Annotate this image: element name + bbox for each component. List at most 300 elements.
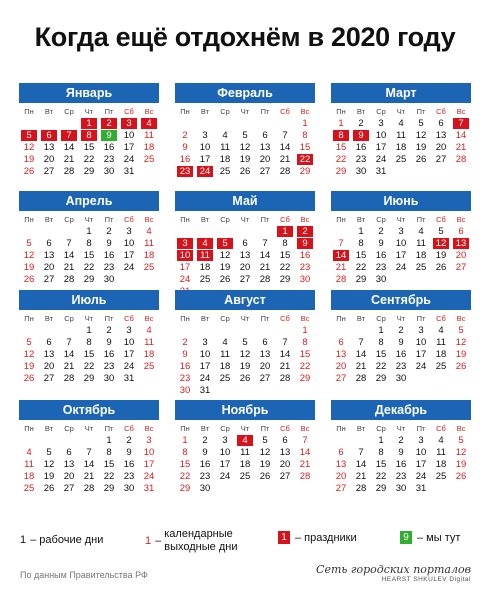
- calendar-day: 23: [103, 361, 115, 372]
- calendar-day: 18: [395, 142, 407, 153]
- weekday-header: [19, 423, 159, 435]
- calendar-day: 21: [355, 361, 367, 372]
- calendar-day: 5: [242, 130, 248, 141]
- calendar-week: [175, 385, 315, 397]
- calendar-week: [175, 118, 315, 130]
- calendar-day: 27: [239, 274, 251, 285]
- calendar-day: 17: [415, 349, 427, 360]
- calendar-day: 3: [418, 435, 424, 446]
- calendar-day: 17: [179, 262, 191, 273]
- calendar-week: [19, 226, 159, 238]
- calendar-day: 12: [23, 142, 35, 153]
- calendar-day: 22: [103, 471, 115, 482]
- weekday-label: Пн: [24, 215, 34, 224]
- calendar-day: 7: [282, 130, 288, 141]
- calendar-day: 9: [126, 447, 132, 458]
- calendar-empty-cell: [257, 325, 273, 336]
- calendar-day: 9: [353, 130, 369, 141]
- calendar-empty-cell: [21, 325, 37, 336]
- calendar-empty-cell: [413, 274, 429, 285]
- calendar-day: 1: [277, 226, 293, 237]
- calendar-day: 14: [333, 250, 349, 261]
- calendar-week: [331, 373, 471, 385]
- calendar-week: [331, 325, 471, 337]
- calendar-day: 29: [103, 483, 115, 494]
- month-calendar: [175, 191, 315, 290]
- calendar-day: 10: [123, 337, 135, 348]
- calendar-day: 19: [435, 250, 447, 261]
- calendar-day: 26: [23, 373, 35, 384]
- calendar-day: 14: [63, 142, 75, 153]
- calendar-day: 26: [455, 471, 467, 482]
- weekday-label: Сб: [280, 314, 290, 323]
- calendar-empty-cell: [453, 166, 469, 177]
- calendar-day: 14: [455, 130, 467, 141]
- month-calendar: [19, 191, 159, 290]
- weekday-label: Чт: [396, 314, 406, 323]
- calendar-day: 14: [63, 250, 75, 261]
- weekday-label: Ср: [376, 314, 386, 323]
- calendar-day: 25: [395, 154, 407, 165]
- calendar-day: 12: [239, 142, 251, 153]
- weekday-label: Пт: [416, 215, 426, 224]
- calendar-day: 27: [435, 154, 447, 165]
- calendar-day: 3: [177, 238, 193, 249]
- weekday-label: Ср: [376, 215, 386, 224]
- calendar-day: 12: [433, 238, 449, 249]
- weekday-label: Вт: [44, 314, 54, 323]
- calendar-day: 19: [259, 459, 271, 470]
- calendar-day: 11: [240, 447, 250, 458]
- weekday-header: [331, 106, 471, 118]
- weekday-label: Пн: [24, 107, 34, 116]
- calendar-day: 28: [259, 274, 271, 285]
- calendar-day: 17: [199, 361, 211, 372]
- calendar-empty-cell: [237, 118, 253, 129]
- calendar-day: 7: [282, 337, 288, 348]
- calendar-day: 3: [146, 435, 152, 446]
- calendar-empty-cell: [453, 274, 469, 285]
- month-title: Апрель: [19, 191, 159, 211]
- calendar-day: 24: [143, 471, 155, 482]
- calendar-day: 22: [179, 471, 191, 482]
- calendar-day: 31: [123, 373, 135, 384]
- calendar-week: [331, 361, 471, 373]
- calendar-day: 25: [23, 483, 35, 494]
- weekday-label: Чт: [84, 215, 94, 224]
- calendar-empty-cell: [297, 385, 313, 396]
- calendar-day: 4: [146, 226, 152, 237]
- calendar-day: 14: [355, 349, 367, 360]
- calendar-week: [175, 154, 315, 166]
- page-title: Когда ещё отдохнём в 2020 году: [34, 22, 456, 52]
- weekday-label: Ср: [64, 215, 74, 224]
- calendar-day: 13: [435, 130, 447, 141]
- calendar-day: 10: [415, 337, 427, 348]
- calendar-empty-cell: [297, 483, 313, 494]
- weekday-label: Вс: [144, 107, 154, 116]
- calendar-day: 26: [239, 373, 251, 384]
- calendar-day: 29: [279, 274, 291, 285]
- calendar-day: 18: [415, 250, 427, 261]
- calendar-empty-cell: [237, 325, 253, 336]
- weekday-label: Вт: [356, 314, 366, 323]
- calendar-day: 22: [279, 262, 291, 273]
- calendar-week: [19, 373, 159, 385]
- calendar-week: [175, 238, 315, 250]
- calendar-day: 22: [335, 154, 347, 165]
- calendar-day: 18: [435, 459, 447, 470]
- calendar-day: 24: [219, 471, 231, 482]
- calendar-day: 28: [335, 274, 347, 285]
- calendar-day: 24: [197, 166, 213, 177]
- calendar-day: 28: [455, 154, 467, 165]
- calendar-day: 30: [103, 166, 115, 177]
- calendar-week: [331, 130, 471, 142]
- calendar-day: 8: [106, 447, 112, 458]
- calendar-day: 7: [358, 447, 364, 458]
- calendar-day: 17: [219, 459, 231, 470]
- calendar-grid: [19, 83, 471, 524]
- calendar-day: 23: [395, 361, 407, 372]
- calendar-empty-cell: [433, 274, 449, 285]
- calendar-day: 16: [103, 250, 115, 261]
- calendar-empty-cell: [121, 274, 137, 285]
- calendar-empty-cell: [333, 226, 349, 237]
- weekday-label: Пт: [260, 107, 270, 116]
- calendar-day: 20: [435, 142, 447, 153]
- calendar-day: 5: [46, 447, 52, 458]
- calendar-day: 6: [242, 238, 248, 249]
- calendar-day: 22: [83, 262, 95, 273]
- legend-weekends-label-2: выходные дни: [164, 541, 238, 553]
- calendar-day: 7: [66, 337, 72, 348]
- calendar-empty-cell: [277, 483, 293, 494]
- calendar-day: 26: [23, 274, 35, 285]
- weekday-header: [175, 214, 315, 226]
- weekday-label: Пн: [180, 107, 190, 116]
- calendar-day: 28: [299, 471, 311, 482]
- calendar-empty-cell: [141, 166, 157, 177]
- weekday-label: Вт: [44, 424, 54, 433]
- calendar-day: 28: [279, 373, 291, 384]
- legend-workdays: [20, 534, 103, 546]
- calendar-empty-cell: [333, 435, 349, 446]
- weekday-label: Пн: [336, 424, 346, 433]
- legend-weekends-label-1: календарные: [164, 528, 233, 540]
- calendar-empty-cell: [197, 226, 213, 237]
- calendar-day: 27: [43, 373, 55, 384]
- weekday-label: Вт: [44, 107, 54, 116]
- weekday-label: Сб: [124, 424, 134, 433]
- calendar-empty-cell: [217, 483, 233, 494]
- calendar-day: 10: [199, 349, 211, 360]
- calendar-day: 17: [415, 459, 427, 470]
- calendar-day: 16: [179, 154, 191, 165]
- calendar-day: 28: [83, 483, 95, 494]
- weekday-header: [331, 423, 471, 435]
- calendar-day: 19: [455, 459, 467, 470]
- calendar-day: 2: [106, 325, 112, 336]
- calendar-day: 9: [101, 130, 117, 141]
- calendar-empty-cell: [177, 118, 193, 129]
- calendar-empty-cell: [81, 435, 97, 446]
- calendar-day: 23: [179, 373, 191, 384]
- publisher-logo: [316, 563, 471, 583]
- calendar-day: 23: [177, 166, 193, 177]
- calendar-day: 4: [438, 435, 444, 446]
- weekday-label: Вт: [356, 424, 366, 433]
- calendar-day: 28: [355, 483, 367, 494]
- calendar-day: 15: [335, 142, 347, 153]
- legend-here-sample: 9: [400, 531, 412, 544]
- calendar-day: 16: [123, 459, 135, 470]
- calendar-day: 21: [279, 361, 291, 372]
- calendar-day: 14: [299, 447, 311, 458]
- calendar-day: 30: [375, 274, 387, 285]
- calendar-day: 12: [415, 130, 427, 141]
- weekday-label: Вс: [144, 314, 154, 323]
- weekday-label: Пн: [24, 314, 34, 323]
- legend-workdays-sample: 1: [20, 534, 27, 546]
- weekday-label: Пт: [104, 215, 114, 224]
- calendar-day: 1: [378, 325, 384, 336]
- calendar-day: 2: [182, 130, 188, 141]
- calendar-day: 23: [299, 262, 311, 273]
- weekday-label: Сб: [124, 215, 134, 224]
- calendar-day: 11: [197, 250, 213, 261]
- calendar-day: 30: [199, 483, 211, 494]
- weekday-header: [19, 313, 159, 325]
- weekday-label: Чт: [240, 107, 250, 116]
- calendar-day: 18: [143, 142, 155, 153]
- calendar-day: 18: [143, 349, 155, 360]
- calendar-day: 8: [86, 238, 92, 249]
- calendar-day: 26: [219, 274, 231, 285]
- calendar-week: [331, 118, 471, 130]
- weekday-header: [19, 214, 159, 226]
- weekday-label: Пт: [416, 424, 426, 433]
- logo-line-2: HEARST SHKULEV Digital: [381, 576, 471, 583]
- calendar-week: [19, 142, 159, 154]
- calendar-day: 20: [335, 471, 347, 482]
- calendar-day: 21: [63, 262, 75, 273]
- calendar-day: 22: [299, 361, 311, 372]
- calendar-empty-cell: [41, 226, 57, 237]
- calendar-day: 23: [123, 471, 135, 482]
- calendar-day: 3: [418, 325, 424, 336]
- calendar-week: [331, 142, 471, 154]
- calendar-week: [175, 361, 315, 373]
- calendar-day: 6: [41, 130, 57, 141]
- calendar-day: 5: [458, 325, 464, 336]
- calendar-day: 30: [299, 274, 311, 285]
- calendar-week: [175, 142, 315, 154]
- calendar-empty-cell: [393, 274, 409, 285]
- calendar-day: 29: [83, 274, 95, 285]
- calendar-day: 7: [61, 130, 77, 141]
- calendar-day: 28: [63, 274, 75, 285]
- calendar-day: 14: [279, 349, 291, 360]
- calendar-day: 29: [375, 483, 387, 494]
- calendar-day: 25: [143, 154, 155, 165]
- calendar-day: 27: [335, 373, 347, 384]
- calendar-day: 11: [144, 130, 154, 141]
- calendar-day: 22: [83, 154, 95, 165]
- calendar-day: 10: [375, 130, 387, 141]
- calendar-day: 1: [378, 435, 384, 446]
- calendar-day: 23: [355, 154, 367, 165]
- calendar-day: 27: [259, 166, 271, 177]
- calendar-week: [19, 325, 159, 337]
- calendar-week: [175, 166, 315, 178]
- calendar-day: 25: [415, 262, 427, 273]
- calendar-day: 12: [43, 459, 55, 470]
- calendar-empty-cell: [21, 226, 37, 237]
- month-title: Ноябрь: [175, 400, 315, 420]
- calendar-day: 19: [239, 154, 251, 165]
- calendar-week: [19, 337, 159, 349]
- calendar-day: 1: [81, 118, 97, 129]
- calendar-day: 1: [86, 325, 92, 336]
- calendar-day: 24: [179, 274, 191, 285]
- calendar-week: [19, 349, 159, 361]
- calendar-day: 4: [197, 238, 213, 249]
- calendar-day: 5: [438, 226, 444, 237]
- calendar-day: 6: [262, 337, 268, 348]
- calendar-day: 13: [453, 238, 469, 249]
- month-title: Январь: [19, 83, 159, 103]
- calendar-day: 25: [435, 361, 447, 372]
- calendar-day: 15: [375, 349, 387, 360]
- calendar-week: [175, 349, 315, 361]
- calendar-day: 30: [355, 166, 367, 177]
- weekday-label: Ср: [64, 424, 74, 433]
- calendar-empty-cell: [61, 118, 77, 129]
- calendar-empty-cell: [21, 118, 37, 129]
- calendar-day: 4: [141, 118, 157, 129]
- calendar-week: [19, 166, 159, 178]
- calendar-day: 19: [219, 262, 231, 273]
- calendar-day: 13: [279, 447, 291, 458]
- calendar-day: 18: [219, 361, 231, 372]
- calendar-empty-cell: [197, 325, 213, 336]
- calendar-week: [19, 435, 159, 447]
- weekday-label: Вт: [356, 107, 366, 116]
- weekday-label: Сб: [280, 424, 290, 433]
- weekday-label: Сб: [436, 314, 446, 323]
- calendar-day: 24: [415, 361, 427, 372]
- calendar-week: [19, 361, 159, 373]
- calendar-day: 13: [335, 349, 347, 360]
- calendar-day: 30: [103, 373, 115, 384]
- weekday-label: Вс: [456, 314, 466, 323]
- calendar-day: 4: [438, 325, 444, 336]
- calendar-day: 9: [182, 142, 188, 153]
- calendar-day: 12: [455, 447, 467, 458]
- calendar-day: 11: [436, 337, 446, 348]
- month-title: Май: [175, 191, 315, 211]
- calendar-empty-cell: [197, 118, 213, 129]
- calendar-day: 9: [378, 238, 384, 249]
- month-title: Март: [331, 83, 471, 103]
- calendar-empty-cell: [353, 325, 369, 336]
- calendar-day: 14: [63, 349, 75, 360]
- calendar-day: 25: [199, 274, 211, 285]
- calendar-day: 25: [239, 471, 251, 482]
- weekday-header: [175, 423, 315, 435]
- weekday-label: Пн: [24, 424, 34, 433]
- calendar-week: [19, 447, 159, 459]
- calendar-day: 15: [279, 250, 291, 261]
- calendar-week: [19, 262, 159, 274]
- calendar-week: [331, 337, 471, 349]
- calendar-day: 20: [43, 154, 55, 165]
- calendar-day: 13: [259, 142, 271, 153]
- calendar-day: 11: [220, 349, 230, 360]
- calendar-week: [19, 238, 159, 250]
- month-calendar: [331, 290, 471, 400]
- calendar-day: 17: [143, 459, 155, 470]
- calendar-day: 13: [43, 142, 55, 153]
- calendar-day: 29: [83, 373, 95, 384]
- calendar-day: 25: [143, 361, 155, 372]
- weekday-label: Вт: [200, 107, 210, 116]
- calendar-week: [19, 154, 159, 166]
- weekday-label: Чт: [240, 424, 250, 433]
- calendar-day: 26: [415, 154, 427, 165]
- calendar-week: [175, 325, 315, 337]
- weekday-label: Вт: [44, 215, 54, 224]
- calendar-empty-cell: [41, 118, 57, 129]
- weekday-label: Вс: [300, 424, 310, 433]
- calendar-day: 31: [415, 483, 427, 494]
- calendar-week: [175, 274, 315, 286]
- weekday-label: Вс: [144, 424, 154, 433]
- calendar-day: 7: [358, 337, 364, 348]
- calendar-day: 29: [179, 483, 191, 494]
- calendar-day: 2: [101, 118, 117, 129]
- calendar-day: 9: [106, 238, 112, 249]
- calendar-empty-cell: [393, 166, 409, 177]
- month-title: Июнь: [331, 191, 471, 211]
- calendar-day: 7: [453, 118, 469, 129]
- calendar-day: 21: [355, 471, 367, 482]
- month-title: Сентябрь: [331, 290, 471, 310]
- calendar-day: 16: [103, 142, 115, 153]
- calendar-empty-cell: [61, 226, 77, 237]
- calendar-day: 8: [378, 337, 384, 348]
- weekday-header: [331, 313, 471, 325]
- calendar-day: 21: [299, 459, 311, 470]
- weekday-label: Вс: [300, 215, 310, 224]
- legend-here-label: – мы тут: [417, 531, 461, 544]
- calendar-week: [19, 130, 159, 142]
- calendar-day: 19: [239, 361, 251, 372]
- calendar-week: [175, 262, 315, 274]
- calendar-empty-cell: [237, 483, 253, 494]
- calendar-day: 24: [375, 154, 387, 165]
- calendar-day: 27: [279, 471, 291, 482]
- calendar-day: 20: [239, 262, 251, 273]
- calendar-day: 18: [143, 250, 155, 261]
- calendar-day: 20: [43, 361, 55, 372]
- calendar-day: 22: [83, 361, 95, 372]
- calendar-day: 11: [436, 447, 446, 458]
- calendar-day: 4: [398, 118, 404, 129]
- calendar-day: 2: [126, 435, 132, 446]
- calendar-day: 20: [63, 471, 75, 482]
